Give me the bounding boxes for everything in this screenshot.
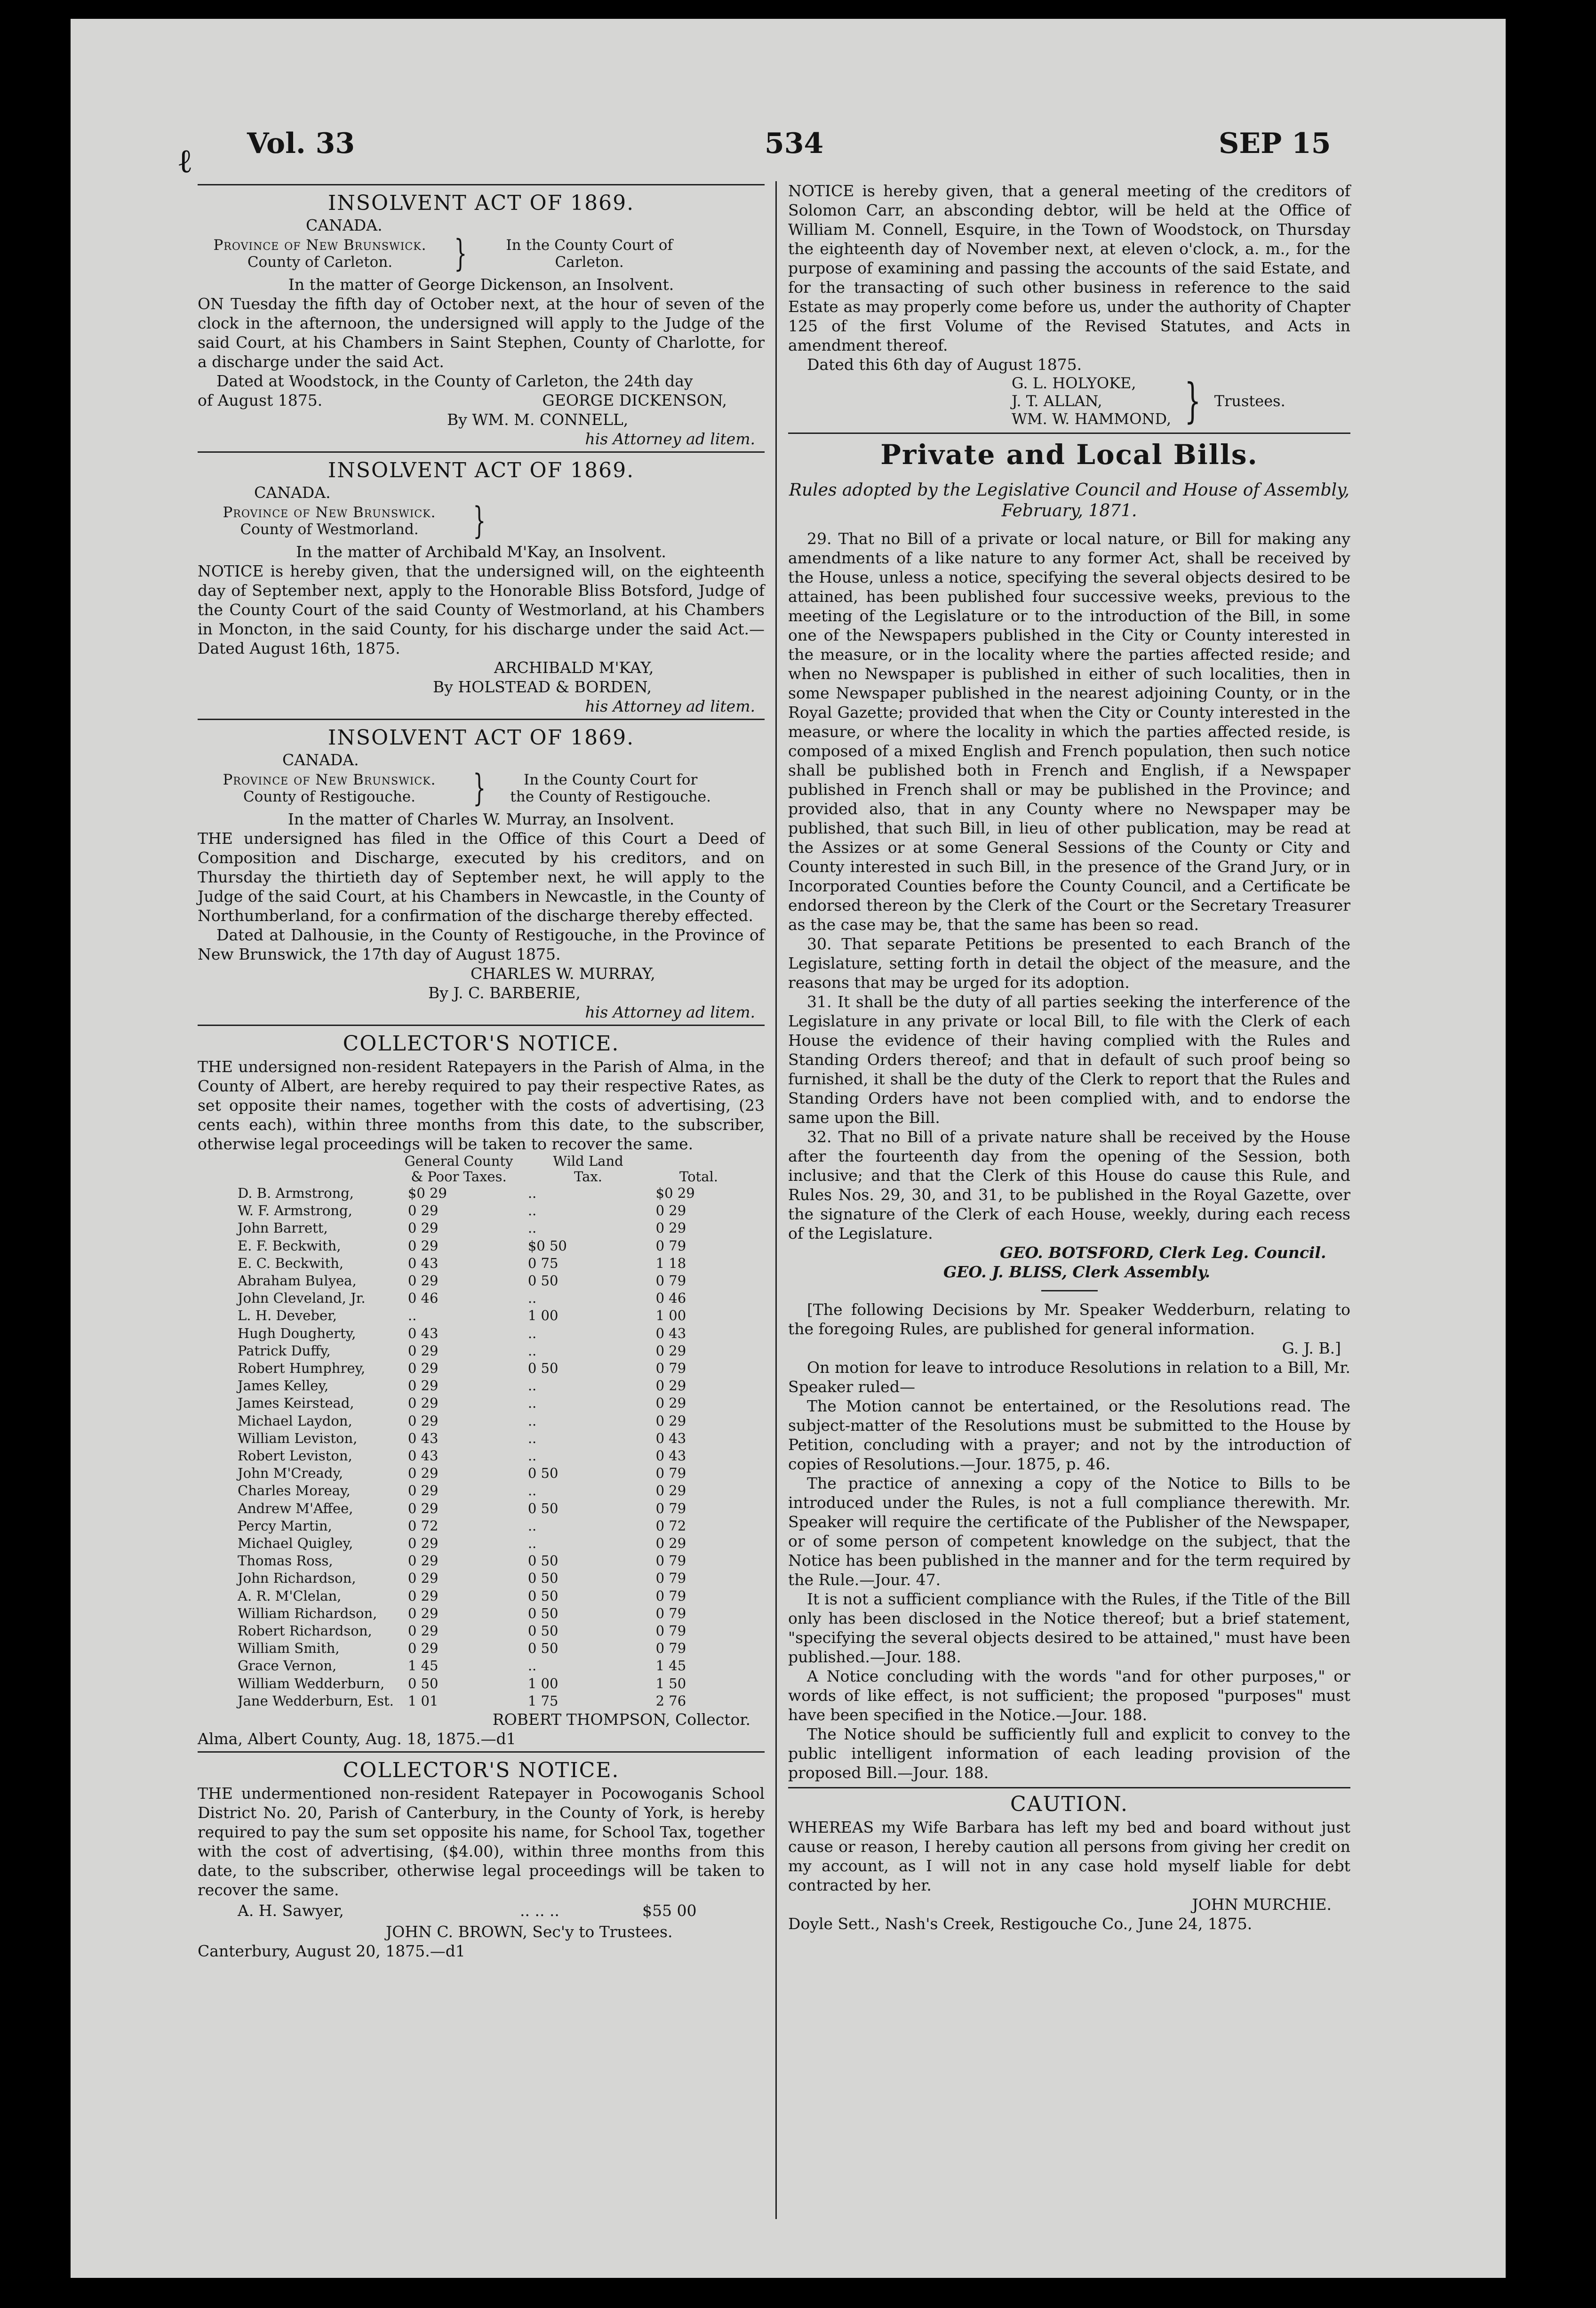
total-tax: 2 76 — [655, 1692, 686, 1709]
total-tax: 0 29 — [655, 1412, 686, 1429]
wild-land-tax: 0 50 — [527, 1640, 559, 1657]
total-tax: 0 79 — [655, 1237, 686, 1254]
general-tax: 0 46 — [407, 1290, 439, 1306]
general-tax: 0 29 — [407, 1412, 439, 1429]
ratepayer-name: Hugh Dougherty, — [238, 1325, 356, 1341]
ratepayer-name: Abraham Bulyea, — [238, 1273, 357, 1289]
table-row — [238, 1535, 741, 1552]
total-tax: 0 29 — [655, 1220, 686, 1236]
general-tax: 0 29 — [407, 1605, 439, 1621]
court-line-2: the County of Restigouche. — [510, 788, 711, 805]
column-divider — [775, 181, 777, 2219]
wild-land-tax: .. — [527, 1535, 537, 1552]
ratepayer-name: Patrick Duffy, — [238, 1342, 331, 1359]
ratepayer-name: D. B. Armstrong, — [238, 1185, 354, 1201]
short-rule — [1041, 1290, 1098, 1291]
general-tax: 0 29 — [407, 1465, 439, 1482]
caution-dated: Doyle Sett., Nash's Creek, Restigouche Co., June 24, 1875. — [788, 1915, 1253, 1933]
general-tax: 0 50 — [407, 1675, 439, 1691]
general-tax: 0 29 — [407, 1587, 439, 1604]
collector-dated: Canterbury, August 20, 1875.—d1 — [198, 1942, 465, 1961]
trustee-1: G. L. HOLYOKE, — [1012, 374, 1136, 392]
total-tax: 1 45 — [655, 1658, 686, 1674]
matter-line: In the matter of Charles W. Murray, an Insolvent. — [287, 810, 675, 828]
wild-land-tax: .. — [527, 1290, 537, 1306]
general-tax: 0 29 — [407, 1483, 439, 1499]
ratepayer-name: Michael Laydon, — [238, 1412, 352, 1429]
province-label: Province of New Brunswick. — [223, 504, 436, 521]
wild-land-tax: .. — [527, 1483, 537, 1499]
table-row — [238, 1325, 741, 1342]
total-tax: 0 29 — [655, 1395, 686, 1411]
wild-land-tax: 0 75 — [527, 1255, 559, 1271]
wild-land-tax: 0 50 — [527, 1360, 559, 1377]
issue-date: SEP 15 — [1219, 127, 1331, 160]
general-tax: 0 29 — [407, 1395, 439, 1411]
decision-5: A Notice concluding with the words "and for other purposes," or words of like effect, is not sufficient; the proposed "purposes" must have been specified in the Notice.—Jour. 188. — [788, 1667, 1350, 1724]
general-tax: 0 29 — [407, 1570, 439, 1587]
table-row — [238, 1605, 741, 1622]
general-tax: 1 01 — [407, 1692, 439, 1709]
wild-land-tax: .. — [527, 1342, 537, 1359]
province-label: Province of New Brunswick. — [223, 771, 436, 788]
table-row — [238, 1360, 741, 1377]
wild-land-tax: .. — [527, 1220, 537, 1236]
rule-30: 30. That separate Petitions be presented to each Branch of the Legislature, setting forth in detail the object of the measure, and the reasons that may be urged for its adoption. — [788, 935, 1350, 992]
county-label: County of Restigouche. — [243, 788, 416, 805]
ratepayer-name: William Richardson, — [238, 1605, 377, 1621]
total-tax: 0 79 — [655, 1465, 686, 1482]
general-tax: 0 29 — [407, 1553, 439, 1569]
notice-body: ON Tuesday the fifth day of October next, at the hour of seven of the clock in the afternoon, the undersigned will apply to the Judge of the said Court, at his Chambers in Saint Stephen, County of Charlotte, for a discharge under the said Act. — [198, 295, 765, 371]
decisions-sign: G. J. B.] — [1282, 1339, 1341, 1357]
brace-glyph: } — [1184, 373, 1201, 428]
total-tax: 0 29 — [655, 1483, 686, 1499]
wild-land-tax: 0 50 — [527, 1273, 559, 1289]
col-general-header-2: & Poor Taxes. — [411, 1169, 507, 1185]
wild-land-tax: .. — [527, 1325, 537, 1341]
insolvent-name: CHARLES W. MURRAY, — [471, 964, 655, 983]
ratepayer-name: William Wedderburn, — [238, 1675, 385, 1691]
col-wild-header-2: Tax. — [574, 1169, 602, 1185]
section-subtitle: Rules adopted by the Legislative Council and House of Assembly, February, 1871. — [789, 481, 1350, 521]
table-row — [238, 1430, 741, 1447]
col-general-header: General County — [404, 1153, 513, 1169]
ratepayer-name: Percy Martin, — [238, 1517, 332, 1534]
total-tax: 0 79 — [655, 1623, 686, 1639]
rates-table-header — [238, 1154, 765, 1185]
table-row — [238, 1394, 741, 1412]
attorney-by: By HOLSTEAD & BORDEN, — [433, 678, 652, 696]
table-row — [238, 1307, 741, 1324]
wild-land-tax: 0 50 — [527, 1465, 559, 1482]
wild-land-tax: .. — [527, 1202, 537, 1219]
notice-body: NOTICE is hereby given, that the undersigned will, on the eighteenth day of September next, apply to the Honorable Bliss Botsford, Judge of the County Court of the said County of Westmorland, at his Chambers in Moncton, in the said County, for his discharge under the said Act.—Dated August 16th, 1875. — [198, 562, 765, 657]
general-tax: 0 43 — [407, 1430, 439, 1446]
canada-label: CANADA. — [282, 751, 359, 769]
brace-glyph: } — [473, 767, 486, 809]
attorney-title: his Attorney ad litem. — [585, 697, 755, 715]
wild-land-tax: .. — [527, 1430, 537, 1446]
total-tax: 0 79 — [655, 1273, 686, 1289]
insolvent-notice-mkay — [198, 459, 765, 716]
attorney-by: By J. C. BARBERIE, — [428, 984, 581, 1002]
notice-body: THE undermentioned non-resident Ratepayer in Pocowoganis School District No. 20, Parish of Canterbury, in the County of York, is hereby required to pay the sum set opposite his name, for School Tax, together with the cost of advertising, ($4.00), within three months from this date, to the subscriber, otherwise legal proceedings will be taken to recover the same. — [198, 1784, 765, 1899]
court-line-2: Carleton. — [555, 254, 624, 271]
total-tax: 0 79 — [655, 1640, 686, 1657]
margin-mark: ℓ — [179, 141, 192, 180]
jurisdiction-block — [198, 767, 765, 809]
ratepayer-name: A. H. Sawyer, — [238, 1901, 344, 1920]
wild-land-tax: .. — [527, 1658, 537, 1674]
ratepayer-name: John Cleveland, Jr. — [238, 1290, 366, 1306]
ratepayer-name: Robert Humphrey, — [238, 1360, 366, 1377]
general-tax: 0 29 — [407, 1378, 439, 1394]
insolvent-name: GEORGE DICKENSON, — [542, 391, 727, 409]
ratepayer-name: James Keirstead, — [238, 1395, 354, 1411]
notice-body: WHEREAS my Wife Barbara has left my bed and board without just cause or reason, I hereby caution all persons from giving her credit on my account, as I will not in any case hold myself liable for debt contracted by her. — [788, 1818, 1350, 1894]
table-row — [238, 1517, 741, 1535]
general-tax: 0 29 — [407, 1623, 439, 1639]
total-tax: 0 79 — [655, 1587, 686, 1604]
ratepayer-name: Charles Moreay, — [238, 1483, 351, 1499]
insolvent-notice-dickenson — [198, 192, 765, 449]
ratepayer-name: John Barrett, — [238, 1220, 328, 1236]
total-tax: 0 46 — [655, 1290, 686, 1306]
general-tax: 0 43 — [407, 1255, 439, 1271]
ratepayer-name: L. H. Deveber, — [238, 1307, 337, 1324]
total-tax: 0 79 — [655, 1500, 686, 1516]
top-rule — [198, 184, 765, 185]
section-rule — [198, 1751, 765, 1753]
total-tax: 0 43 — [655, 1430, 686, 1446]
total-tax: 0 29 — [655, 1535, 686, 1552]
wild-land-tax: .. — [527, 1185, 537, 1201]
attorney-title: his Attorney ad litem. — [585, 1003, 755, 1021]
notice-title: CAUTION. — [1010, 1792, 1128, 1816]
ratepayer-name: Michael Quigley, — [238, 1535, 353, 1552]
dated-line: Dated at Woodstock, in the County of Carleton, the 24th day — [216, 372, 693, 390]
table-row — [238, 1412, 741, 1430]
section-rule — [198, 719, 765, 720]
general-tax: 0 29 — [407, 1500, 439, 1516]
insolvent-name: ARCHIBALD M'KAY, — [494, 658, 654, 677]
wild-land-tax: .. — [527, 1448, 537, 1464]
ratepayer-name: Robert Leviston, — [238, 1448, 352, 1464]
table-row — [238, 1255, 741, 1272]
general-tax: 0 29 — [407, 1342, 439, 1359]
table-row — [238, 1447, 741, 1465]
notice-title: COLLECTOR'S NOTICE. — [343, 1758, 620, 1783]
wild-land-tax: 0 50 — [527, 1570, 559, 1587]
trustees-block — [788, 374, 1350, 428]
jurisdiction-block — [198, 232, 765, 275]
table-row — [238, 1622, 741, 1640]
decision-4: It is not a sufficient compliance with the Rules, if the Title of the Bill only has been disclosed in the Notice thereof; but a brief statement, "specifying the several objects desired to be attained," must have been published.—Jour. 188. — [788, 1590, 1350, 1666]
attorney-title: his Attorney ad litem. — [585, 430, 755, 448]
brace-glyph: } — [454, 232, 467, 275]
total-tax: 0 79 — [655, 1570, 686, 1587]
total-tax: $0 29 — [655, 1185, 695, 1201]
section-rule — [198, 1025, 765, 1026]
trustees-label: Trustees. — [1214, 392, 1285, 410]
total-tax: 0 29 — [655, 1378, 686, 1394]
col-wild-header: Wild Land — [553, 1153, 623, 1169]
table-row — [238, 1482, 741, 1499]
notice-title: COLLECTOR'S NOTICE. — [343, 1032, 620, 1056]
wild-land-tax: 0 50 — [527, 1553, 559, 1569]
ratepayer-name: Jane Wedderburn, Est. — [238, 1692, 394, 1709]
left-column — [198, 181, 765, 1961]
brace-glyph: } — [473, 500, 486, 542]
notice-body: THE undersigned non-resident Ratepayers in the Parish of Alma, in the County of Albert, are hereby required to pay their respective Rates, as set opposite their names, together with the costs of advertising, (23 cents each), within three months from this date, to the subscriber, otherwise legal proceedings will be taken to recover the same. — [198, 1058, 765, 1153]
table-row — [238, 1552, 741, 1570]
court-line-1: In the County Court of — [506, 237, 673, 254]
total-tax: 0 79 — [655, 1605, 686, 1621]
general-tax: 0 29 — [407, 1273, 439, 1289]
rule-29: 29. That no Bill of a private or local nature, or Bill for making any amendments of a like nature to any former Act, shall be received by the House, unless a notice, specifying the several objects desired to be attained, has been published four successive weeks, previous to the meeting of the Legislature or to the introduction of the Bill, in some one of the Newspapers published in the City or County interested in the measure, or in the locality where the parties affected reside; and when no Newspaper is published in either of such localities, then in some Newspaper published in the nearest adjoining County, or in the Royal Gazette; provided that when the City or County interested in the measure, or where the locality in which the parties affected reside, is composed of a mixed English and French population, then such notice shall be published both in French and English, if a Newspaper published in French shall or may be published in the Province; and provided also, that in any County where no Newspaper may be published, that such Bill, in lieu of other publication, may be read at the Assizes or at some General Sessions of the County or City and County interested in such Bill, in the presence of the Grand Jury, or in Incorporated Counties before the County Council, and a Certificate be endorsed thereon by the Clerk of the Court or the Secretary Treasurer as the case may be, that the same has been so read. — [788, 529, 1350, 934]
court-line-1: In the County Court for — [524, 771, 698, 788]
total-tax: 0 43 — [655, 1325, 686, 1341]
total-tax: 0 79 — [655, 1360, 686, 1377]
table-row — [238, 1587, 741, 1605]
total-tax: 0 79 — [655, 1553, 686, 1569]
trustee-2: J. T. ALLAN, — [1012, 392, 1102, 410]
wild-land-tax: $0 50 — [527, 1237, 567, 1254]
wild-land-tax: 1 75 — [527, 1692, 559, 1709]
page-number: 534 — [765, 127, 824, 160]
general-tax: 0 43 — [407, 1448, 439, 1464]
county-label: County of Carleton. — [247, 254, 393, 271]
attorney-by: By WM. M. CONNELL, — [447, 410, 629, 429]
wild-land-tax: 1 00 — [527, 1675, 559, 1691]
table-row — [238, 1342, 741, 1360]
wild-land-tax: 0 50 — [527, 1587, 559, 1604]
general-tax: 0 29 — [407, 1220, 439, 1236]
collector-notice-canterbury — [198, 1759, 765, 1961]
ratepayer-name: W. F. Armstrong, — [238, 1202, 352, 1219]
creditors-meeting-notice — [788, 181, 1350, 428]
ratepayer-name: Thomas Ross, — [238, 1553, 333, 1569]
county-label: County of Westmorland. — [240, 521, 419, 538]
canada-label: CANADA. — [254, 483, 331, 502]
notice-title: INSOLVENT ACT OF 1869. — [327, 458, 635, 482]
trustee-3: WM. W. HAMMOND, — [1012, 410, 1172, 428]
general-tax: 0 43 — [407, 1325, 439, 1341]
notice-body: THE undersigned has filed in the Office of this Court a Deed of Composition and Discharge, executed by his creditors, and on Thursday the thirtieth day of September next, he will apply to the Judge of the said Court, at his Chambers in Newcastle, in the County of Northumberland, for a confirmation of the discharge thereby effected. — [198, 829, 765, 925]
dated-line: Dated this 6th day of August 1875. — [807, 355, 1082, 374]
matter-line: In the matter of Archibald M'Kay, an Insolvent. — [296, 543, 666, 561]
general-tax: .. — [407, 1307, 417, 1324]
general-tax: 0 29 — [407, 1360, 439, 1377]
wild-land-tax: .. — [527, 1517, 537, 1534]
notice-title: INSOLVENT ACT OF 1869. — [327, 191, 635, 215]
table-row — [238, 1272, 741, 1290]
collector-signature: ROBERT THOMPSON, Collector. — [492, 1710, 750, 1729]
ratepayer-name: E. F. Beckwith, — [238, 1237, 341, 1254]
dated-line: Dated at Dalhousie, in the County of Restigouche, in the Province of New Brunswick, the 17th day of August 1875. — [198, 926, 765, 963]
right-column — [788, 181, 1350, 1933]
general-tax: $0 29 — [407, 1185, 447, 1201]
canada-label: CANADA. — [306, 216, 383, 234]
total-tax: 1 00 — [655, 1307, 686, 1324]
general-tax: 1 45 — [407, 1658, 439, 1674]
wild-land-tax: .. — [527, 1378, 537, 1394]
table-row — [238, 1675, 741, 1692]
general-tax: 0 72 — [407, 1517, 439, 1534]
ratepayer-name: Andrew M'Affee, — [238, 1500, 353, 1516]
table-row — [238, 1500, 741, 1517]
section-title: Private and Local Bills. — [880, 439, 1258, 471]
caution-notice — [788, 1793, 1350, 1933]
notice-title: INSOLVENT ACT OF 1869. — [327, 726, 635, 750]
ratepayer-amount: $55 00 — [642, 1901, 697, 1920]
wild-land-tax: 0 50 — [527, 1500, 559, 1516]
total-tax: 0 43 — [655, 1448, 686, 1464]
table-row — [238, 1465, 741, 1482]
decision-1: On motion for leave to introduce Resolutions in relation to a Bill, Mr. Speaker ruled— — [788, 1358, 1350, 1396]
total-tax: 1 18 — [655, 1255, 686, 1271]
signature-botsford: GEO. BOTSFORD, Clerk Leg. Council. — [1000, 1243, 1326, 1262]
table-row — [238, 1290, 741, 1307]
matter-line: In the matter of George Dickenson, an Insolvent. — [288, 275, 674, 294]
table-row — [238, 1219, 741, 1237]
wild-land-tax: 1 00 — [527, 1307, 559, 1324]
table-row — [238, 1570, 741, 1587]
insolvent-notice-murray — [198, 727, 765, 1022]
col-total-header: Total. — [679, 1169, 718, 1185]
wild-land-tax: .. — [527, 1395, 537, 1411]
table-row — [238, 1185, 741, 1202]
section-rule — [788, 1787, 1350, 1788]
wild-land-tax: .. — [527, 1412, 537, 1429]
sawyer-row — [198, 1899, 765, 1922]
ratepayer-name: James Kelley, — [238, 1378, 329, 1394]
general-tax: 0 29 — [407, 1640, 439, 1657]
wild-land-tax: 0 50 — [527, 1605, 559, 1621]
jurisdiction-block — [198, 500, 765, 542]
rule-32: 32. That no Bill of a private nature shall be received by the House after the fourteenth day from the opening of the Session, both inclusive; and that the Clerk of this House do cause this Rule, and Rules Nos. 29, 30, and 31, to be published in the Royal Gazette, over the signature of the Clerk of each House, weekly, during each recess of the Legislature. — [788, 1128, 1350, 1242]
ratepayer-name: Grace Vernon, — [238, 1658, 337, 1674]
ratepayer-name: William Leviston, — [238, 1430, 358, 1446]
wild-land-tax: 0 50 — [527, 1623, 559, 1639]
collector-dated: Alma, Albert County, Aug. 18, 1875.—d1 — [198, 1730, 516, 1748]
rates-table — [238, 1185, 741, 1710]
collector-signature: JOHN C. BROWN, Sec'y to Trustees. — [386, 1923, 673, 1941]
row-leader: .. .. .. — [520, 1901, 559, 1920]
table-row — [238, 1202, 741, 1219]
total-tax: 0 29 — [655, 1202, 686, 1219]
total-tax: 0 72 — [655, 1517, 686, 1534]
table-row — [238, 1692, 741, 1710]
table-row — [238, 1657, 741, 1675]
general-tax: 0 29 — [407, 1535, 439, 1552]
decision-6: The Notice should be sufficiently full and explicit to convey to the public intelligent information of each leading provision of the proposed Bill.—Jour. 188. — [788, 1725, 1350, 1782]
rule-31: 31. It shall be the duty of all parties seeking the interference of the Legislature in any private or local Bill, to file with the Clerk of each House the evidence of their having complied with the Rules and Standing Orders thereof; and that in default of such proof being so furnished, it shall be the duty of the Clerk to report that the Rules and Standing Orders have not been complied with, and to endorse the same upon the Bill. — [788, 993, 1350, 1127]
ratepayer-name: E. C. Beckwith, — [238, 1255, 344, 1271]
section-rule — [788, 433, 1350, 434]
private-local-bills — [788, 439, 1350, 1782]
notice-body: NOTICE is hereby given, that a general meeting of the creditors of Solomon Carr, an absconding debtor, will be held at the Office of William M. Connell, Esquire, in the Town of Woodstock, on Thursday the eighteenth day of November next, at eleven o'clock, a. m., for the purpose of examining and passing the accounts of the said Estate, and for the transacting of such other business in reference to the said Estate as may properly come before us, under the authority of Chapter 125 of the first Volume of the Revised Statutes, and Acts in amendment thereof. — [788, 182, 1350, 354]
section-rule — [198, 451, 765, 453]
ratepayer-name: William Smith, — [238, 1640, 340, 1657]
total-tax: 1 50 — [655, 1675, 686, 1691]
province-label: Province of New Brunswick. — [213, 237, 427, 254]
dated-line-2: of August 1875. — [198, 391, 323, 409]
table-row — [238, 1237, 741, 1255]
ratepayer-name: Robert Richardson, — [238, 1623, 372, 1639]
total-tax: 0 29 — [655, 1342, 686, 1359]
ratepayer-name: John M'Cready, — [238, 1465, 343, 1482]
volume-label: Vol. 33 — [247, 127, 355, 160]
table-row — [238, 1377, 741, 1394]
ratepayer-name: A. R. M'Clelan, — [238, 1587, 342, 1604]
ratepayer-name: John Richardson, — [238, 1570, 356, 1587]
general-tax: 0 29 — [407, 1237, 439, 1254]
signature-bliss: GEO. J. BLISS, Clerk Assembly. — [943, 1263, 1211, 1281]
collector-notice-alma — [198, 1033, 765, 1748]
caution-signature: JOHN MURCHIE. — [1192, 1895, 1332, 1914]
decisions-intro: [The following Decisions by Mr. Speaker Wedderburn, relating to the foregoing Rules, are published for general information. — [788, 1300, 1350, 1338]
table-row — [238, 1640, 741, 1657]
general-tax: 0 29 — [407, 1202, 439, 1219]
decision-2: The Motion cannot be entertained, or the Resolutions read. The subject-matter of the Resolutions must be submitted to the House by Petition, concluding with a prayer; and not by the introduction of copies of Resolutions.—Jour. 1875, p. 46. — [788, 1397, 1350, 1473]
decision-3: The practice of annexing a copy of the Notice to Bills to be introduced under the Rules, is not a full compliance therewith. Mr. Speaker will require the certificate of the Publisher of the Newspaper, or of some person of competent knowledge on the subject, that the Notice has been published in the manner and for the term required by the Rule.—Jour. 47. — [788, 1474, 1350, 1589]
